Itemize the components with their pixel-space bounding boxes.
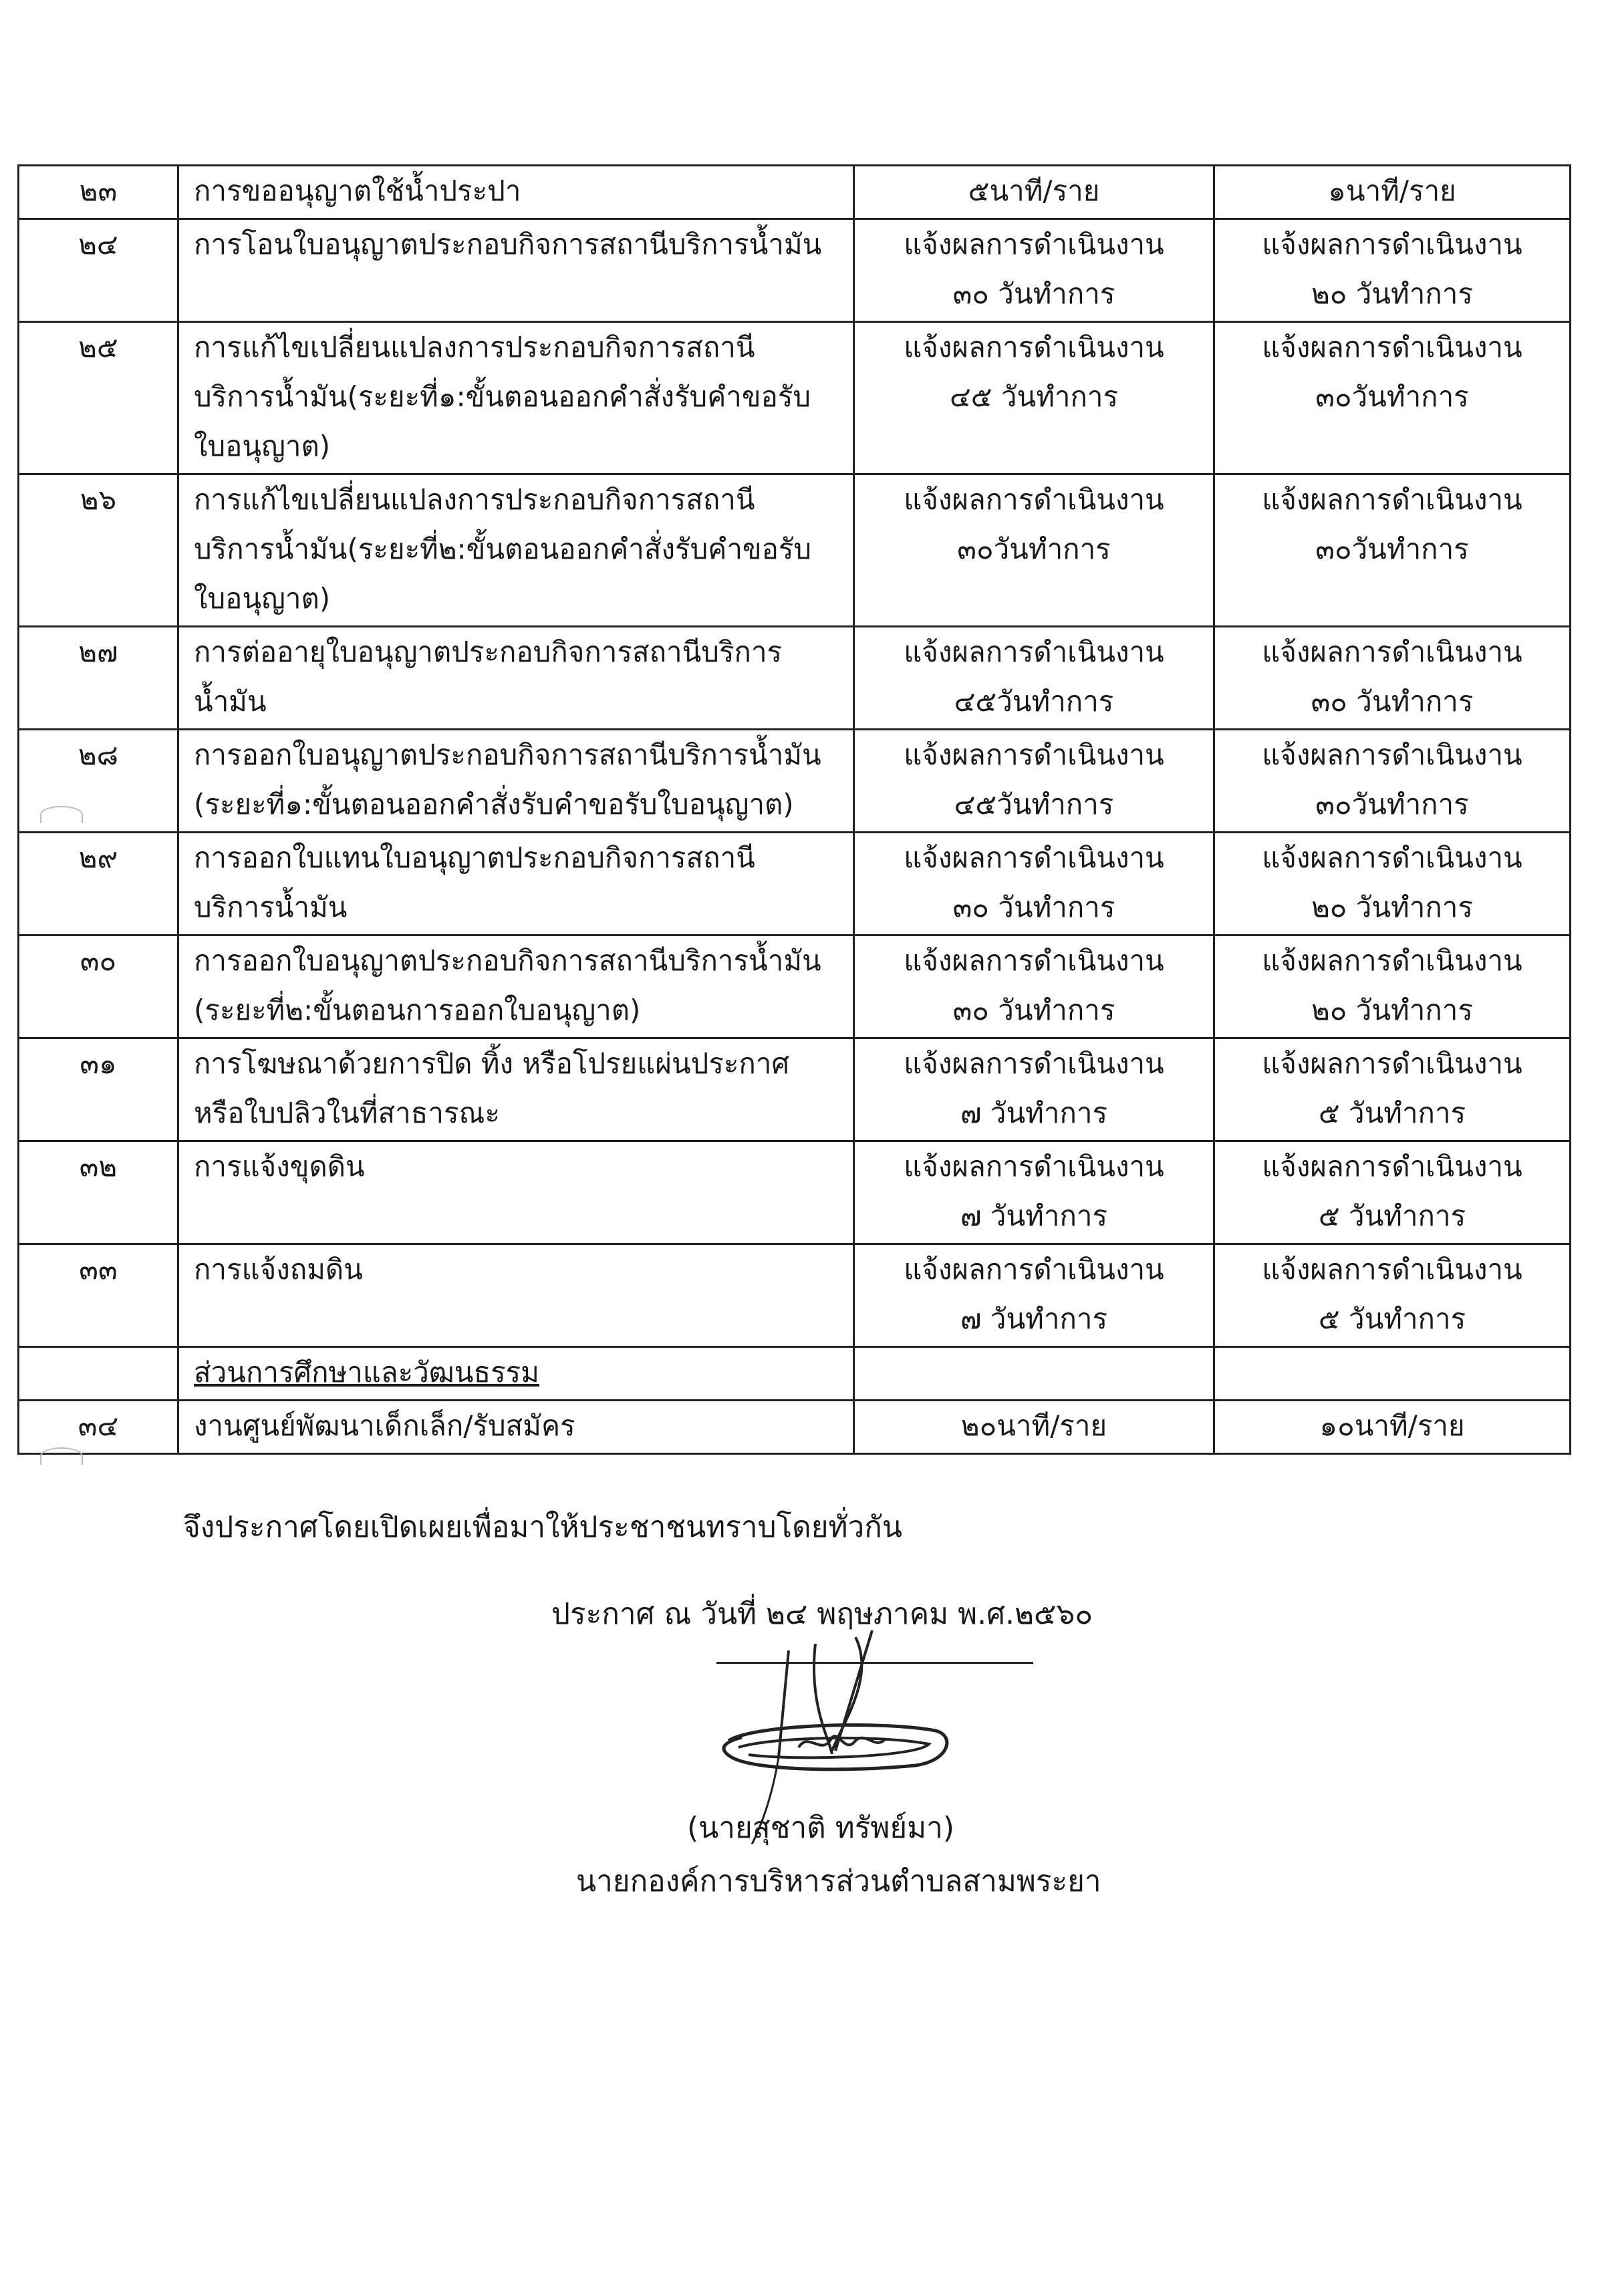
service-name: การออกใบอนุญาตประกอบกิจการสถานีบริการน้ำมัน bbox=[194, 738, 821, 771]
standard-time: แจ้งผลการดำเนินงาน bbox=[904, 1047, 1164, 1080]
actual-time: ๕ วันทำการ bbox=[1318, 1199, 1466, 1232]
actual-time: แจ้งผลการดำเนินงาน bbox=[1262, 944, 1522, 977]
standard-time: ๕นาที/ราย bbox=[968, 174, 1100, 207]
table-row bbox=[19, 833, 1571, 936]
service-name-cell bbox=[178, 1141, 854, 1244]
service-name: การโฆษณาด้วยการปิด ทิ้ง หรือโปรยแผ่นประกาศ bbox=[194, 1047, 790, 1080]
service-name: บริการน้ำมัน(ระยะที่๑:ขั้นตอนออกคำสั่งรับคำขอรับ bbox=[194, 380, 811, 413]
actual-time-cell bbox=[1214, 833, 1571, 936]
standard-time: แจ้งผลการดำเนินงาน bbox=[904, 1253, 1164, 1286]
service-name: น้ำมัน bbox=[194, 685, 267, 718]
table-row bbox=[19, 1244, 1571, 1347]
service-name: หรือใบปลิวในที่สาธารณะ bbox=[194, 1097, 501, 1129]
date-line: ประกาศ ณ วันที่ ๒๔ พฤษภาคม พ.ศ.๒๕๖๐ bbox=[551, 1597, 1093, 1631]
actual-time: ๒๐ วันทำการ bbox=[1311, 277, 1473, 310]
table-row bbox=[19, 1141, 1571, 1244]
row-number-cell bbox=[19, 474, 178, 627]
actual-time-cell bbox=[1214, 166, 1571, 219]
standard-time: แจ้งผลการดำเนินงาน bbox=[904, 1150, 1164, 1183]
row-number: ๒๘ bbox=[78, 738, 119, 771]
actual-time-cell bbox=[1214, 1038, 1571, 1141]
actual-time-cell bbox=[1214, 322, 1571, 474]
standard-time: ๗ วันทำการ bbox=[960, 1302, 1108, 1335]
service-name: ส่วนการศึกษาและวัฒนธรรม bbox=[194, 1356, 539, 1389]
row-number: ๒๔ bbox=[78, 228, 118, 261]
service-name-cell bbox=[178, 219, 854, 322]
standard-time: แจ้งผลการดำเนินงาน bbox=[904, 944, 1164, 977]
row-number: ๒๗ bbox=[78, 635, 118, 668]
service-name-cell bbox=[178, 1244, 854, 1347]
actual-time-cell bbox=[1214, 730, 1571, 833]
actual-time: แจ้งผลการดำเนินงาน bbox=[1262, 635, 1522, 668]
signer-title: นายกองค์การบริหารส่วนตำบลสามพระยา bbox=[576, 1864, 1101, 1898]
service-name: (ระยะที่๒:ขั้นตอนการออกใบอนุญาต) bbox=[194, 994, 641, 1026]
service-name: การต่ออายุใบอนุญาตประกอบกิจการสถานีบริการ bbox=[194, 635, 783, 668]
scan-mark bbox=[40, 806, 83, 823]
table-row bbox=[19, 1038, 1571, 1141]
actual-time-cell bbox=[1214, 1347, 1571, 1401]
row-number: ๓๒ bbox=[79, 1150, 118, 1183]
standard-time-cell bbox=[854, 219, 1214, 322]
standard-time: ๗ วันทำการ bbox=[960, 1097, 1108, 1129]
standard-time: แจ้งผลการดำเนินงาน bbox=[904, 228, 1164, 261]
table-row bbox=[19, 166, 1571, 219]
actual-time-cell bbox=[1214, 1244, 1571, 1347]
row-number: ๓๔ bbox=[78, 1409, 119, 1442]
actual-time: แจ้งผลการดำเนินงาน bbox=[1262, 1047, 1522, 1080]
actual-time: ๓๐วันทำการ bbox=[1315, 533, 1469, 565]
standard-time: ๗ วันทำการ bbox=[960, 1199, 1108, 1232]
standard-time: ๔๕วันทำการ bbox=[954, 788, 1114, 821]
standard-time: แจ้งผลการดำเนินงาน bbox=[904, 331, 1164, 364]
standard-time: ๒๐นาที/ราย bbox=[960, 1409, 1107, 1442]
section-row bbox=[19, 1347, 1571, 1401]
standard-time: แจ้งผลการดำเนินงาน bbox=[904, 841, 1164, 874]
table-body bbox=[19, 166, 1571, 1454]
service-name: การโอนใบอนุญาตประกอบกิจการสถานีบริการน้ำมัน bbox=[194, 228, 822, 261]
service-name-cell bbox=[178, 936, 854, 1038]
standard-time: แจ้งผลการดำเนินงาน bbox=[904, 635, 1164, 668]
actual-time: แจ้งผลการดำเนินงาน bbox=[1262, 483, 1522, 516]
announcement-text: จึงประกาศโดยเปิดเผยเพื่อมาให้ประชาชนทราบโดยทั่วกัน bbox=[183, 1510, 902, 1544]
service-name: การออกใบอนุญาตประกอบกิจการสถานีบริการน้ำมัน bbox=[194, 944, 821, 977]
standard-time: แจ้งผลการดำเนินงาน bbox=[904, 738, 1164, 771]
row-number-cell bbox=[19, 322, 178, 474]
service-name-cell bbox=[178, 627, 854, 730]
row-number: ๒๕ bbox=[78, 331, 118, 364]
standard-time: ๓๐ วันทำการ bbox=[952, 891, 1115, 923]
scan-mark bbox=[40, 1447, 83, 1465]
row-number-cell bbox=[19, 1401, 178, 1454]
standard-time-cell bbox=[854, 322, 1214, 474]
standard-time: ๓๐ วันทำการ bbox=[952, 277, 1115, 310]
table-row bbox=[19, 474, 1571, 627]
row-number: ๓๑ bbox=[80, 1047, 117, 1080]
standard-time-cell bbox=[854, 833, 1214, 936]
service-name-cell bbox=[178, 322, 854, 474]
standard-time: ๔๕ วันทำการ bbox=[949, 380, 1119, 413]
service-name: ใบอนุญาต) bbox=[194, 430, 331, 462]
table-row bbox=[19, 730, 1571, 833]
service-name-cell bbox=[178, 166, 854, 219]
actual-time-cell bbox=[1214, 474, 1571, 627]
standard-time-cell bbox=[854, 1038, 1214, 1141]
standard-time-cell bbox=[854, 1401, 1214, 1454]
service-name-cell bbox=[178, 1347, 854, 1401]
table-row bbox=[19, 936, 1571, 1038]
row-number-cell bbox=[19, 166, 178, 219]
actual-time: แจ้งผลการดำเนินงาน bbox=[1262, 841, 1522, 874]
service-name: การแก้ไขเปลี่ยนแปลงการประกอบกิจการสถานี bbox=[194, 483, 755, 516]
standard-time-cell bbox=[854, 936, 1214, 1038]
actual-time: ๕ วันทำการ bbox=[1318, 1097, 1466, 1129]
row-number-cell bbox=[19, 936, 178, 1038]
service-name-cell bbox=[178, 1038, 854, 1141]
actual-time: ๒๐ วันทำการ bbox=[1311, 994, 1473, 1026]
actual-time: แจ้งผลการดำเนินงาน bbox=[1262, 331, 1522, 364]
service-name: การแจ้งถมดิน bbox=[194, 1253, 363, 1286]
standard-time: ๔๕วันทำการ bbox=[954, 685, 1114, 718]
service-name: งานศูนย์พัฒนาเด็กเล็ก/รับสมัคร bbox=[194, 1409, 575, 1442]
service-name: การขออนุญาตใช้น้ำประปา bbox=[194, 174, 521, 207]
actual-time: แจ้งผลการดำเนินงาน bbox=[1262, 228, 1522, 261]
actual-time-cell bbox=[1214, 936, 1571, 1038]
row-number-cell bbox=[19, 1141, 178, 1244]
service-name: การแก้ไขเปลี่ยนแปลงการประกอบกิจการสถานี bbox=[194, 331, 755, 364]
actual-time-cell bbox=[1214, 1401, 1571, 1454]
actual-time: แจ้งผลการดำเนินงาน bbox=[1262, 1253, 1522, 1286]
actual-time: ๓๐ วันทำการ bbox=[1311, 685, 1474, 718]
table-row bbox=[19, 322, 1571, 474]
actual-time: ๕ วันทำการ bbox=[1318, 1302, 1466, 1335]
row-number: ๒๖ bbox=[80, 483, 117, 516]
standard-time-cell bbox=[854, 1347, 1214, 1401]
actual-time: แจ้งผลการดำเนินงาน bbox=[1262, 1150, 1522, 1183]
actual-time-cell bbox=[1214, 627, 1571, 730]
standard-time-cell bbox=[854, 1141, 1214, 1244]
row-number-cell bbox=[19, 219, 178, 322]
table-row bbox=[19, 627, 1571, 730]
table-row bbox=[19, 219, 1571, 322]
service-name-cell bbox=[178, 1401, 854, 1454]
service-name-cell bbox=[178, 730, 854, 833]
service-name: ใบอนุญาต) bbox=[194, 582, 331, 615]
actual-time: ๒๐ วันทำการ bbox=[1311, 891, 1473, 923]
service-name: การแจ้งขุดดิน bbox=[194, 1150, 365, 1183]
row-number: ๒๙ bbox=[78, 841, 118, 874]
standard-time-cell bbox=[854, 730, 1214, 833]
actual-time: ๑๐นาที/ราย bbox=[1319, 1409, 1465, 1442]
actual-time-cell bbox=[1214, 219, 1571, 322]
row-number-cell bbox=[19, 1038, 178, 1141]
standard-time: ๓๐ วันทำการ bbox=[952, 994, 1115, 1026]
standard-time: ๓๐วันทำการ bbox=[957, 533, 1111, 565]
standard-time-cell bbox=[854, 474, 1214, 627]
actual-time-cell bbox=[1214, 1141, 1571, 1244]
actual-time: แจ้งผลการดำเนินงาน bbox=[1262, 738, 1522, 771]
row-number-cell bbox=[19, 627, 178, 730]
actual-time: ๓๐วันทำการ bbox=[1315, 788, 1469, 821]
standard-time: แจ้งผลการดำเนินงาน bbox=[904, 483, 1164, 516]
row-number-cell bbox=[19, 1347, 178, 1401]
standard-time-cell bbox=[854, 627, 1214, 730]
service-name-cell bbox=[178, 474, 854, 627]
service-name: การออกใบแทนใบอนุญาตประกอบกิจการสถานี bbox=[194, 841, 755, 874]
service-name: บริการน้ำมัน(ระยะที่๒:ขั้นตอนออกคำสั่งรับคำขอรับ bbox=[194, 533, 812, 565]
signer-name: (นายสุชาติ ทรัพย์มา) bbox=[687, 1811, 955, 1845]
row-number: ๓๓ bbox=[79, 1253, 118, 1286]
row-number: ๓๐ bbox=[80, 944, 117, 977]
row-number-cell bbox=[19, 1244, 178, 1347]
service-name-cell bbox=[178, 833, 854, 936]
row-number: ๒๓ bbox=[79, 174, 118, 207]
actual-time: ๓๐วันทำการ bbox=[1315, 380, 1469, 413]
standard-time-cell bbox=[854, 1244, 1214, 1347]
actual-time: ๑นาที/ราย bbox=[1328, 174, 1456, 207]
standard-time-cell bbox=[854, 166, 1214, 219]
table-row bbox=[19, 1401, 1571, 1454]
service-name: (ระยะที่๑:ขั้นตอนออกคำสั่งรับคำขอรับใบอนุญาต) bbox=[194, 788, 794, 821]
service-time-table bbox=[17, 164, 1571, 1455]
row-number-cell bbox=[19, 833, 178, 936]
service-name: บริการน้ำมัน bbox=[194, 891, 348, 923]
